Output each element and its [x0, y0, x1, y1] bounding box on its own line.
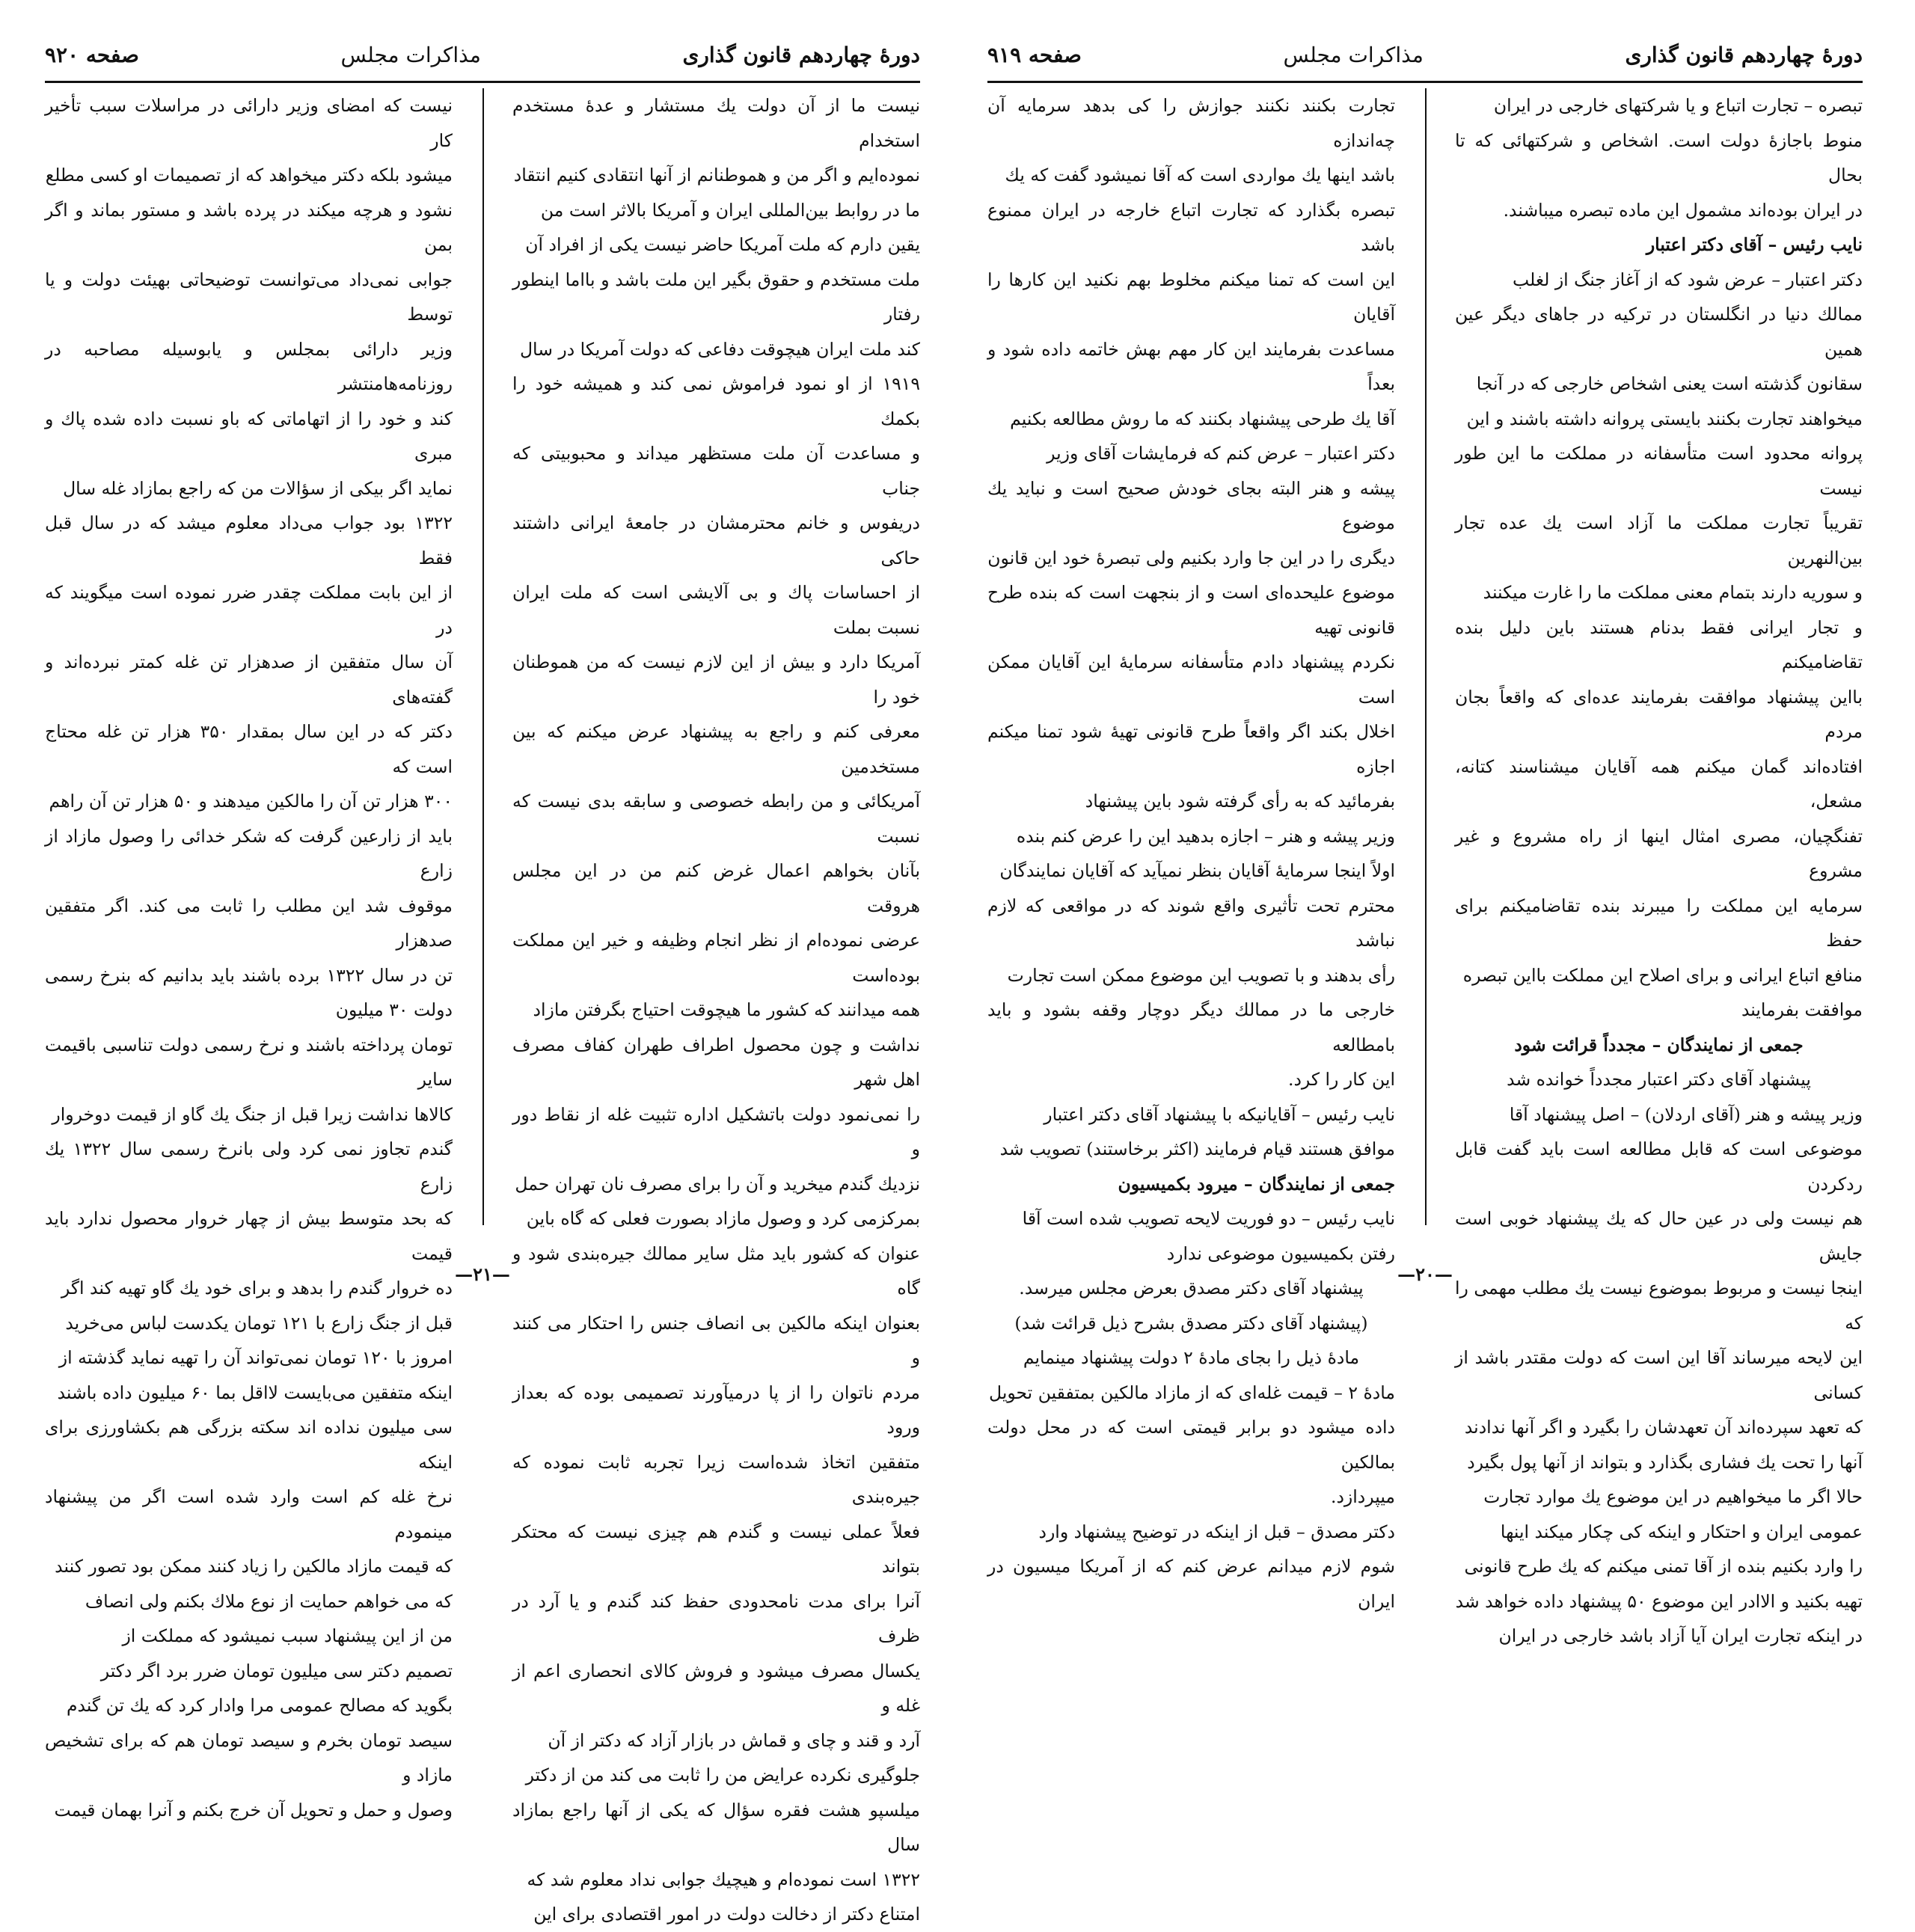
text-line: ده خروار گندم را بدهد و برای خود یك گاو تهیه کند اگر [61, 1278, 453, 1298]
text-line: که قیمت مازاد مالکین را زیاد کنند ممکن بود تصور کنند [55, 1556, 453, 1577]
text-line: منوط باجازهٔ دولت است. اشخاص و شرکتهائی که تا بحال [1455, 129, 1863, 185]
text-line: نموده‌ایم و اگر من و هموطنانم از آنها انتقادی کنیم انتقاد [513, 165, 920, 185]
page-header [45, 28, 920, 81]
header-page-number: صفحه ۹۱۹ [987, 42, 1082, 67]
text-column-left [45, 88, 453, 1821]
text-line: تهیه بکنید و الاادر این موضوع ۵۰ پیشنهاد داده خواهد شد [1455, 1590, 1863, 1612]
text-line: هم نیست ولی در عین حال که یك پیشنهاد خوبی است جایش [1455, 1208, 1863, 1264]
text-line: نشود و هرچه میکند در پرده باشد و مستور بماند و اگر بمن [45, 199, 453, 255]
text-line: تبصره بگذارد که تجارت اتباع خارجه در ایران ممنوع باشد [987, 199, 1395, 255]
text-line: تجارت بکنند نکنند جوازش را کی بدهد سرمایه آن چه‌اندازه [987, 95, 1395, 151]
text-line: آرد و قند و چای و قماش در بازار آزاد که دکتر از آن [548, 1729, 920, 1751]
text-line: داده میشود دو برابر قیمتی است که در محل دولت بمالکین [987, 1417, 1395, 1473]
text-line: شوم لازم میدانم عرض کنم که از آمریکا میسیون در ایران [987, 1556, 1395, 1612]
text-line: این است که تمنا میکنم مخلوط بهم نکنید این کارها را آقایان [987, 269, 1395, 325]
text-line: اولاً اینجا سرمایهٔ آقایان بنظر نمیآید که آقایان نمایندگان [999, 860, 1395, 881]
text-line: ممالك دنیا در انگلستان در ترکیه در جاهای دیگر عین همین [1455, 304, 1863, 360]
text-line: ۳۰۰ هزار تن آن را مالکین میدهند و ۵۰ هزار تن آن راهم [49, 791, 453, 812]
text-line: نیست که امضای وزیر دارائی در مراسلات سبب تأخیر کار [45, 95, 453, 151]
text-line: از احساسات پاك و بی آلایشی است که ملت ایران نسبت بملت [512, 582, 920, 638]
text-line: را نمی‌نمود دولت باتشکیل اداره تثبیت غله از نقاط دور و [512, 1103, 920, 1159]
text-line: همه میدانند که کشور ما هیچوقت احتیاج بگرفتن مازاد [533, 999, 920, 1020]
text-line: میشود بلکه دکتر میخواهد که از تصمیمات او کسی مطلع [45, 165, 453, 185]
text-line: نیست ما از آن دولت یك مستشار و عده‌ٔ مستخدم استخدام [512, 95, 920, 151]
text-line: که بحد متوسط بیش از چهار خروار محصول ندارد باید قیمت [45, 1208, 453, 1264]
text-line: نرخ غله کم است وارد شده است اگر من پیشنهاد مینمودم [45, 1486, 453, 1542]
text-line: باید از زارعین گرفت که شکر خدائی را وصول مازاد از زارع [45, 825, 453, 881]
text-line: بآنان بخواهم اعمال غرض کنم من در این مجلس هروقت [512, 860, 920, 916]
header-rule [987, 81, 1863, 83]
header-title: دورهٔ چهاردهم قانون گذاری [1625, 42, 1863, 67]
text-line: اینکه متفقین می‌بایست لااقل بما ۶۰ میلیون داده باشند [57, 1381, 453, 1403]
text-column-right [1455, 88, 1863, 1646]
text-line: نزدیك گندم میخرید و آن را برای مصرف نان تهران حمل [515, 1173, 920, 1195]
text-line: تقریباً تجارت مملکت ما آزاد است یك عده تجار بین‌النهرین [1455, 512, 1863, 568]
text-line: موافقت بفرمایند [1741, 999, 1863, 1020]
header-title: دورهٔ چهاردهم قانون گذاری [682, 42, 920, 67]
text-line: ۱۹۱۹ از او نمود فراموش نمی کند و همیشه خود را بکمك [512, 373, 920, 429]
text-line: دریفوس و خانم محترمشان در جامعهٔ ایرانی داشتند حاکی [512, 512, 920, 568]
text-line: پیشنهاد آقای دکتر مصدق بعرض مجلس میرسد. [1019, 1278, 1364, 1298]
text-line: افتاده‌اند گمان میکنم همه آقایان میشناسند کتانه، مشعل، [1455, 755, 1863, 812]
text-line: مادهٔ ذیل را بجای مادهٔ ۲ دولت پیشنهاد مینمایم [1023, 1347, 1360, 1368]
page-header [987, 28, 1863, 81]
text-line: یقین دارم که ملت آمریکا حاضر نیست یکی از افراد آن [525, 234, 920, 255]
text-line: قبل از جنگ زارع با ۱۲۱ تومان یکدست لباس می‌خرید [65, 1312, 453, 1334]
text-line: آقا یك طرحی پیشنهاد بکنند که ما روش مطالعه بکنیم [1010, 408, 1395, 429]
text-line: پروانه محدود است متأسفانه در مملکت ما این طور نیست [1455, 443, 1863, 499]
column-divider [482, 88, 484, 1225]
text-line: آنرا برای مدت نامحدودی حفظ کند گندم و یا آرد در ظرف [512, 1590, 920, 1646]
text-line: رأی بدهند و با تصویب این موضوع ممکن است تجارت [1007, 964, 1395, 986]
header-subtitle: مذاکرات مجلس [340, 42, 481, 67]
right-page [987, 28, 1863, 1646]
text-line: وزیر دارائی بمجلس و یابوسیله مصاحبه در روزنامه‌هامنتشر [45, 338, 453, 394]
text-line: وصول و حمل و تحویل آن خرج بکنم و آنرا بهمان قیمت [54, 1799, 453, 1821]
text-line: عمومی ایران و احتکار و اینکه کی چکار میکند اینها [1500, 1521, 1863, 1542]
text-line: و سوریه دارند بتمام معنی مملکت ما را غارت میکنند [1483, 582, 1863, 603]
header-page-number: صفحه ۹۲۰ [45, 42, 139, 67]
text-line: مساعدت بفرمایند این کار مهم بهش خاتمه داده شود و بعداً [987, 338, 1395, 394]
text-line: یکسال مصرف میشود و فروش کالای انحصاری اعم از غله و [512, 1660, 920, 1716]
text-line: در ایران بوده‌اند مشمول این ماده تبصره میباشند. [1503, 199, 1863, 221]
text-line: میخواهند تجارت بکنند بایستی پروانه داشته باشند و این [1466, 408, 1863, 429]
text-line: عنوان که کشور باید مثل سایر ممالك جیره‌بندی شود و گاه [512, 1242, 920, 1298]
text-line: پیشنهاد آقای دکتر اعتبار مجدداً خوانده شد [1507, 1069, 1811, 1090]
text-line: نایب رئیس – آقایانیکه با پیشنهاد آقای دکتر اعتبار [1044, 1103, 1395, 1125]
text-line: تصمیم دکتر سی میلیون تومان ضرر برد اگر دکتر [100, 1660, 453, 1681]
text-line: امروز با ۱۲۰ تومان نمی‌تواند آن را تهیه نماید گذشته از [58, 1347, 453, 1368]
text-line: موافق هستند قیام فرمایند (اکثر برخاستند) تصویب شد [999, 1138, 1395, 1159]
text-line: ۱۳۲۲ است نموده‌ام و هیچیك جوابی نداد معلوم شد که [527, 1868, 920, 1890]
text-line: در اینکه تجارت ایران آیا آزاد باشد خارجی در ایران [1498, 1625, 1863, 1646]
text-line: حالا اگر ما میخواهیم در این موضوع یك موارد تجارت [1483, 1486, 1863, 1507]
text-line: میلسپو هشت فقره سؤال که یکی از آنها راجع بمازاد سال [512, 1799, 920, 1855]
speaker-line: جمعی از نمایندگان – میرود بکمیسیون [1118, 1173, 1395, 1195]
left-page [45, 28, 920, 1925]
text-line: بگوید که مصالح عمومی مرا وادار کرد که یك تن گندم [66, 1695, 453, 1716]
text-line: را وارد بکنیم بنده از آقا تمنی میکنم که یك طرح قانونی [1464, 1556, 1863, 1577]
column-divider [1425, 88, 1427, 1225]
header-rule [45, 81, 920, 83]
text-line: اخلال بکند اگر واقعاً طرح قانونی تهیهٔ شود تمنا میکنم اجازه [987, 721, 1395, 777]
text-line: بفرمائید که به رأی گرفته شود باین پیشنهاد [1085, 791, 1395, 812]
text-line: خارجی ما در ممالك دیگر دوچار وقفه بشود و باید بامطالعه [987, 999, 1395, 1055]
text-line: این لایحه میرساند آقا این است که دولت مقتدر باشد از کسانی [1455, 1347, 1863, 1403]
text-line: دکتر که در این سال بمقدار ۳۵۰ هزار تن غله محتاج است که [45, 721, 453, 777]
text-line: دیگری را در این جا وارد بکنیم ولی تبصرهٔ خود این قانون [987, 547, 1395, 568]
text-line: وزیر پیشه و هنر – اجازه بدهید این را عرض کنم بنده [1016, 825, 1395, 847]
text-line: منافع اتباع ایرانی و برای اصلاح این مملکت بااین تبصره [1462, 964, 1863, 986]
text-line: سقانون گذشته است یعنی اشخاص خارجی که در آنجا [1476, 373, 1863, 394]
text-line: تبصره – تجارت اتباع و یا شرکتهای خارجی در ایران [1493, 95, 1863, 116]
text-line: آن سال متفقین از صدهزار تن غله کمتر نبرده‌اند و گفته‌های [45, 651, 453, 708]
text-line: بعنوان اینکه مالکین بی انصاف جنس را احتکار می کنند و [512, 1312, 920, 1368]
text-line: تومان پرداخته باشند و نرخ رسمی دولت تناسبی باقیمت سایر [45, 1034, 453, 1090]
text-line: میپردازد. [1330, 1486, 1395, 1507]
text-line: و تجار ایرانی فقط بدنام هستند باین دلیل بنده تقاضامیکنم [1455, 616, 1863, 672]
text-line: مردم ناتوان را از پا درمیآورند تصمیمی بوده که بعداز ورود [512, 1381, 920, 1438]
text-line: معرفی کنم و راجع به پیشنهاد عرض میکنم که بین مستخدمین [512, 721, 920, 777]
text-line: وزیر پیشه و هنر (آقای اردلان) – اصل پیشنهاد آقا [1509, 1103, 1863, 1125]
text-line: بمرکزمی کرد و وصول مازاد بصورت فعلی که گاه باین [526, 1208, 920, 1229]
text-line: سیصد تومان بخرم و سیصد تومان هم که برای تشخیص مازاد و [45, 1729, 453, 1785]
speaker-line: جمعی از نمایندگان – مجدداً قرائت شود [1514, 1034, 1804, 1055]
text-line: آمریکا دارد و بیش از این لازم نیست که من هموطنان خود را [512, 651, 920, 708]
page-footer-number: —۲۱— [455, 1263, 510, 1285]
text-line: امتناع دکتر از دخالت دولت در امور اقتصادی برای این [533, 1904, 920, 1925]
text-line: دکتر مصدق – قبل از اینکه در توضیح پیشنهاد وارد [1038, 1521, 1395, 1542]
text-line: ما در روابط بین‌المللی ایران و آمریکا بالاثر است من [540, 199, 920, 221]
text-line: که می خواهم حمایت از نوع ملاك بکنم ولی انصاف [85, 1590, 453, 1612]
text-line: اینجا نیست و مربوط بموضوع نیست یك مطلب مهمی را که [1455, 1278, 1863, 1334]
text-line: نماید اگر بیکی از سؤالات من که راجع بمازاد غله سال [63, 477, 453, 499]
text-line: کالاها نداشت زیرا قبل از جنگ یك گاو از قیمت دوخروار [52, 1103, 453, 1125]
text-line: (پیشنهاد آقای دکتر مصدق بشرح ذیل قرائت شد) [1014, 1312, 1368, 1334]
text-line: جلوگیری نکرده عرایض من را ثابت می کند من از دکتر [525, 1764, 920, 1785]
text-line: دکتر اعتبار – عرض شود که از آغاز جنگ از لغلب [1513, 269, 1863, 290]
text-line: جوابی نمی‌داد می‌توانست توضیحاتی بهیئت دولت و یا توسط [45, 269, 453, 325]
text-line: ۱۳۲۲ بود جواب می‌داد معلوم میشد که در سال قبل فقط [45, 512, 453, 568]
text-line: نداشت و چون محصول اطراف طهران کفاف مصرف اهل شهر [512, 1034, 920, 1090]
text-line: باشد اینها یك مواردی است که آقا نمیشود گفت که یك [1005, 165, 1395, 185]
text-line: عرضی نموده‌ام از نظر انجام وظیفه و خیر این مملکت بوده‌است [512, 930, 920, 986]
text-line: گندم تجاوز نمی کرد ولی بانرخ رسمی سال ۱۳۲۲ یك زارع [45, 1138, 453, 1195]
text-line: از این بابت مملکت چقدر ضرر نموده است میگویند که در [45, 582, 453, 638]
text-line: تن در سال ۱۳۲۲ برده باشند باید بدانیم که بنرخ رسمی دولت ۳۰ میلیون [45, 964, 453, 1020]
text-line: کند و خود را از اتهاماتی که باو نسبت داده شده پاك و مبری [45, 408, 453, 464]
text-line: سرمایه این مملکت را میبرند بنده تقاضامیکنم برای حفظ [1455, 895, 1863, 951]
text-line: موقوف شد این مطلب را ثابت می کند. اگر متفقین صدهزار [45, 895, 453, 951]
text-line: آمریکائی و من رابطه خصوصی و سابقه بدی نیست که نسبت [512, 791, 920, 847]
text-line: سی میلیون نداده اند سکته بزرگی هم بکشاورزی برای اینکه [45, 1417, 453, 1473]
text-line: تفنگچیان، مصری امثال اینها از راه مشروع و غیر مشروع [1455, 825, 1863, 881]
text-line: موضوع علیحده‌ای است و از بنجهت است که بنده طرح قانونی تهیه [987, 582, 1395, 638]
text-line: بااین پیشنهاد موافقت بفرمایند عده‌ای که واقعاً بجان مردم [1455, 686, 1863, 742]
text-line: محترم تحت تأثیری واقع شوند که در مواقعی که لازم نباشد [987, 895, 1395, 951]
header-subtitle: مذاکرات مجلس [1283, 42, 1424, 67]
text-line: من از این پیشنهاد سبب نمیشود که مملکت از [122, 1625, 453, 1646]
text-line: کند ملت ایران هیچوقت دفاعی که دولت آمریکا در سال [519, 338, 920, 360]
text-line: فعلاً عملی نیست و گندم هم چیزی نیست که محتکر بتواند [512, 1521, 920, 1577]
page-footer-number: —۲۰— [1397, 1263, 1453, 1285]
text-line: دکتر اعتبار – عرض کنم که فرمایشات آقای وزیر [1047, 443, 1395, 464]
text-line: آنها را تحت یك فشاری بگذارد و بتواند از آنها پول بگیرد [1467, 1451, 1863, 1473]
text-line: مادهٔ ۲ – قیمت غله‌ای که از مازاد مالکین بمتفقین تحویل [989, 1381, 1395, 1403]
text-column-left [987, 88, 1395, 1612]
text-line: و مساعدت آن ملت مستظهر میداند و محبوبیتی که جناب [512, 443, 920, 499]
text-line: نکردم پیشنهاد دادم متأسفانه سرمایهٔ این آقایان ممکن است [987, 651, 1395, 708]
speaker-line: نایب رئیس – آقای دکتر اعتبار [1646, 234, 1863, 255]
text-line: متفقین اتخاذ شده‌است زیرا تجربه ثابت نموده که جیره‌بندی [512, 1451, 920, 1507]
text-line: ملت مستخدم و حقوق بگیر این ملت باشد و بااما اینطور رفتار [512, 269, 920, 325]
text-line: نایب رئیس – دو فوریت لایحه تصویب شده است آقا [1022, 1208, 1395, 1229]
text-line: که تعهد سپرده‌اند آن تعهدشان را بگیرد و اگر آنها ندادند [1464, 1417, 1863, 1438]
text-line: موضوعی است که قابل مطالعه است باید گفت قابل ردکردن [1455, 1138, 1863, 1195]
text-line: پیشه و هنر البته بجای خودش صحیح است و نباید یك موضوع [987, 477, 1395, 533]
text-line: این کار را کرد. [1287, 1069, 1395, 1090]
text-line: رفتن بکمیسیون موضوعی ندارد [1166, 1242, 1395, 1264]
text-column-right [512, 88, 920, 1925]
